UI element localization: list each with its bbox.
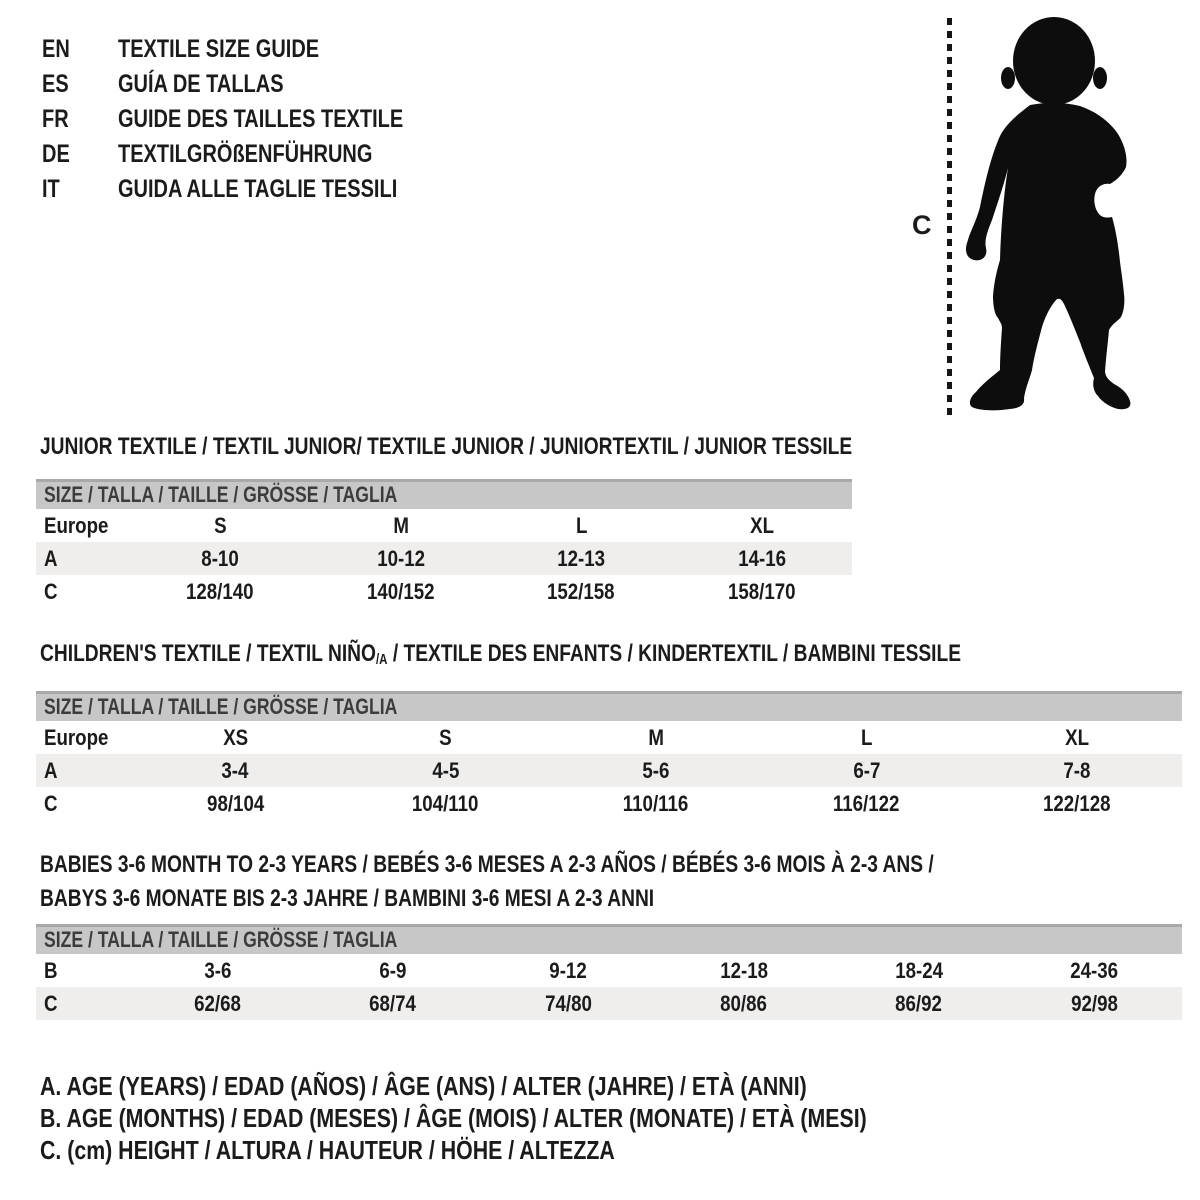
table-cell: 7-8 (1063, 758, 1091, 783)
table-cell: 12-18 (719, 958, 768, 983)
babies-title-line1: BABIES 3-6 MONTH TO 2-3 YEARS / BEBÉS 3-6 MESES A 2-3 AÑOS / BÉBÉS 3-6 MOIS À 2-3 ANS / (40, 851, 934, 878)
table-row-c (36, 787, 1182, 820)
row-label: B (44, 958, 58, 983)
legend-line-height-cm: C. (cm) HEIGHT / ALTURA / HAUTEUR / HÖHE / ALTEZZA (40, 1135, 615, 1165)
row-label: C (44, 991, 58, 1016)
table-cell: 140/152 (366, 579, 435, 604)
table-cell: 8-10 (201, 546, 239, 571)
section-title-babies (40, 848, 1157, 916)
legend-line-age-months: B. AGE (MONTHS) / EDAD (MESES) / ÂGE (MOIS) / ALTER (MONATE) / ETÀ (MESI) (40, 1103, 867, 1133)
table-cell: 4-5 (432, 758, 460, 783)
table-cell: L (575, 513, 587, 538)
table-cell: 122/128 (1043, 791, 1111, 816)
language-title: TEXTILE SIZE GUIDE (118, 35, 320, 63)
silhouette-head (1013, 17, 1095, 105)
size-header-bar-babies (36, 924, 1182, 954)
table-cell: 68/74 (369, 991, 417, 1016)
table-cell: 62/68 (194, 991, 242, 1016)
table-cell: 152/158 (547, 579, 616, 604)
table-cell: 14-16 (737, 546, 786, 571)
table-row-europe (36, 509, 852, 542)
children-title-pre: CHILDREN'S TEXTILE / TEXTIL NIÑO (40, 640, 376, 667)
language-header (42, 32, 475, 207)
table-cell: 5-6 (642, 758, 670, 783)
table-cell: 12-13 (557, 546, 606, 571)
height-measure-dashed-line (947, 18, 952, 416)
table-cell: S (214, 513, 227, 538)
language-row-en (42, 32, 475, 67)
table-cell: 24-36 (1070, 958, 1119, 983)
language-title: GUIDA ALLE TAGLIE TESSILI (118, 175, 398, 203)
table-cell: 116/122 (833, 791, 900, 816)
table-cell: 6-7 (852, 758, 880, 783)
language-code: FR (42, 105, 69, 133)
table-cell: XS (222, 725, 248, 750)
row-label: Europe (44, 725, 109, 750)
table-cell: 10-12 (376, 546, 425, 571)
table-row-c (36, 575, 852, 608)
section-title-junior (40, 433, 1055, 461)
legend-line-age-years: A. AGE (YEARS) / EDAD (AÑOS) / ÂGE (ANS) / ALTER (JAHRE) / ETÀ (ANNI) (40, 1071, 807, 1101)
table-cell: 3-6 (204, 958, 232, 983)
babies-size-table (36, 954, 1182, 1020)
children-size-table (36, 721, 1182, 820)
table-row-a (36, 754, 1182, 787)
table-cell: 6-9 (379, 958, 407, 983)
table-row-europe (36, 721, 1182, 754)
table-cell: 74/80 (544, 991, 592, 1016)
children-title-sub: /A (375, 651, 388, 668)
table-cell: 158/170 (727, 579, 796, 604)
junior-size-table (36, 509, 852, 608)
table-cell: 3-4 (221, 758, 249, 783)
language-title: TEXTILGRÖßENFÜHRUNG (118, 140, 373, 168)
table-cell: 104/110 (412, 791, 479, 816)
language-code: EN (42, 35, 70, 63)
language-title: GUIDE DES TAILLES TEXTILE (118, 105, 404, 133)
toddler-silhouette-image (962, 12, 1138, 420)
table-cell: 98/104 (206, 791, 264, 816)
height-measure-label: C (912, 210, 932, 240)
row-label: A (44, 546, 58, 571)
language-row-it (42, 172, 475, 207)
size-header-text: SIZE / TALLA / TAILLE / GRÖSSE / TAGLIA (44, 694, 398, 719)
language-code: DE (42, 140, 70, 168)
silhouette-body (966, 103, 1130, 410)
language-title: GUÍA DE TALLAS (118, 70, 284, 98)
table-cell: M (392, 513, 409, 538)
language-row-fr (42, 102, 475, 137)
size-header-text: SIZE / TALLA / TAILLE / GRÖSSE / TAGLIA (44, 927, 398, 952)
section-title-children-text (40, 640, 961, 671)
table-cell: M (648, 725, 664, 750)
row-label: A (44, 758, 58, 783)
language-row-es (42, 67, 475, 102)
size-header-text: SIZE / TALLA / TAILLE / GRÖSSE / TAGLIA (44, 482, 398, 507)
row-label: Europe (44, 513, 109, 538)
children-title-post: / TEXTILE DES ENFANTS / KINDERTEXTIL / BAMBINI TESSILE (387, 640, 962, 667)
size-header-bar-children (36, 691, 1182, 721)
silhouette-ear-left (1001, 67, 1015, 89)
section-title-junior-text: JUNIOR TEXTILE / TEXTIL JUNIOR/ TEXTILE JUNIOR / JUNIORTEXTIL / JUNIOR TESSILE (40, 433, 853, 460)
section-title-children (40, 640, 1191, 671)
legend (40, 1070, 1048, 1166)
table-cell: S (439, 725, 452, 750)
table-cell: 80/86 (720, 991, 768, 1016)
row-label: C (44, 579, 58, 604)
language-code: IT (42, 175, 60, 203)
table-cell: 86/92 (895, 991, 943, 1016)
size-header-bar-junior (36, 479, 852, 509)
table-row-c (36, 987, 1182, 1020)
table-row-b (36, 954, 1182, 987)
table-cell: XL (749, 513, 774, 538)
table-cell: 92/98 (1070, 991, 1118, 1016)
language-code: ES (42, 70, 69, 98)
table-cell: XL (1064, 725, 1089, 750)
babies-title-line2: BABYS 3-6 MONATE BIS 2-3 JAHRE / BAMBINI 3-6 MESI A 2-3 ANNI (40, 885, 655, 912)
table-cell: L (860, 725, 873, 750)
language-row-de (42, 137, 475, 172)
table-cell: 18-24 (895, 958, 943, 983)
table-cell: 128/140 (186, 579, 255, 604)
table-cell: 110/116 (623, 791, 689, 816)
table-cell: 9-12 (549, 958, 588, 983)
row-label: C (44, 791, 58, 816)
silhouette-ear-right (1093, 67, 1107, 89)
table-row-a (36, 542, 852, 575)
